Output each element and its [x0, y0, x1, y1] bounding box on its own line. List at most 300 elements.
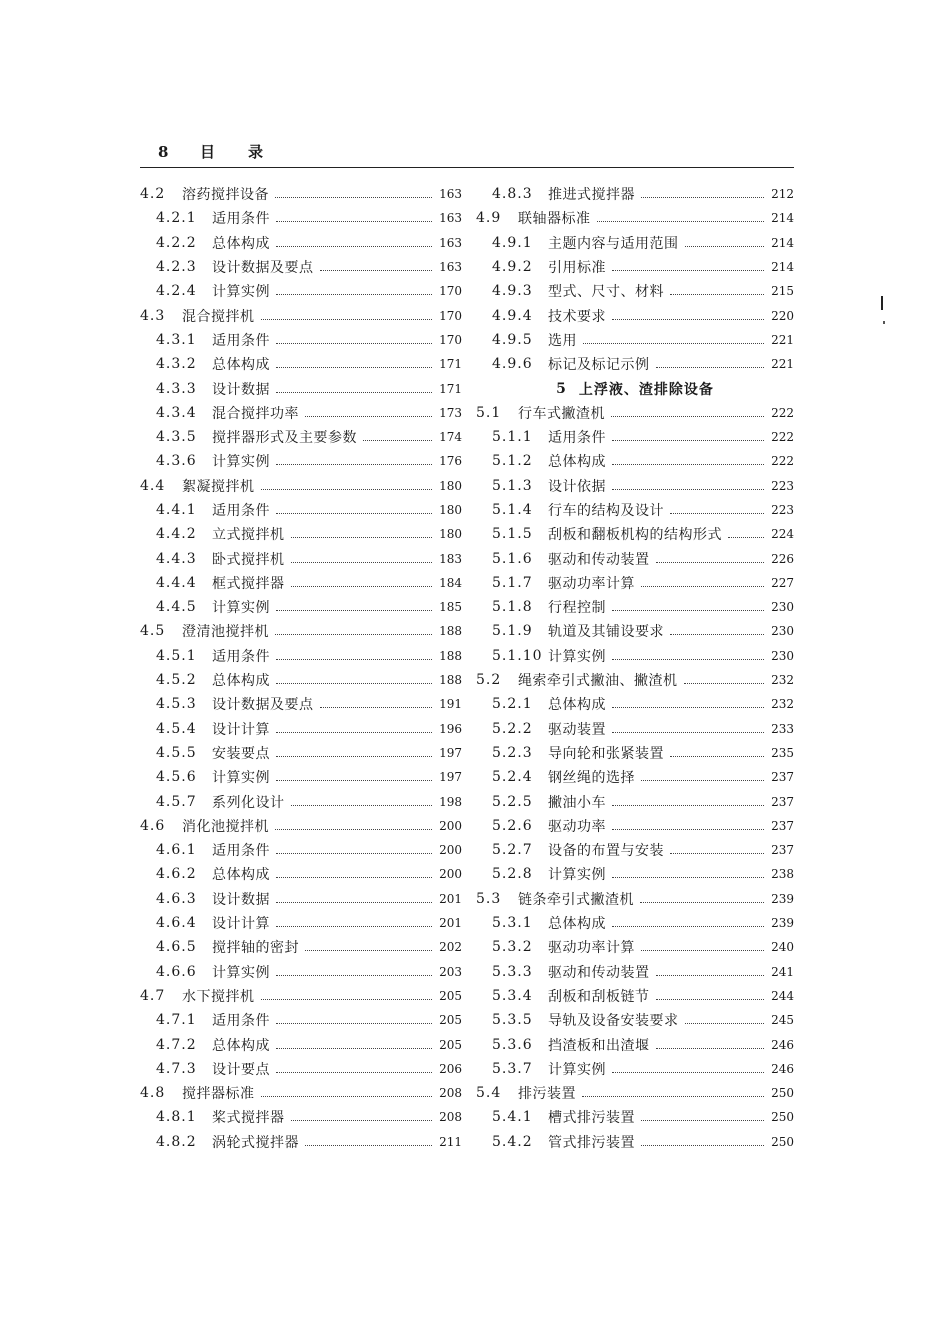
toc-dot-leader — [641, 1144, 764, 1146]
toc-entry-number: 4.5.7 — [156, 793, 197, 810]
toc-entry-page: 237 — [771, 794, 794, 809]
toc-entry-page: 208 — [439, 1086, 462, 1101]
toc-dot-leader — [305, 949, 432, 951]
toc-entry-title: 总体构成 — [548, 454, 606, 471]
toc-entry-number: 5.2.6 — [492, 817, 533, 834]
toc-entry-number: 4.4.4 — [156, 574, 197, 591]
toc-entry-page: 183 — [439, 551, 462, 566]
toc-entry-page: 250 — [771, 1134, 794, 1149]
toc-entry-number: 4.5 — [140, 623, 166, 640]
toc-entry-page: 222 — [771, 454, 794, 469]
toc-entry-title: 框式搅拌器 — [212, 575, 285, 592]
toc-entry-title: 适用条件 — [212, 503, 270, 519]
toc-entry-page: 163 — [439, 211, 462, 226]
toc-subsection-entry[interactable] — [140, 498, 462, 522]
toc-entry-number: 4.7 — [140, 987, 166, 1004]
header-title-char-1: 目 — [200, 143, 216, 161]
toc-entry-title: 技术要求 — [548, 308, 606, 325]
scan-mark — [881, 296, 883, 310]
toc-entry-title: 适用条件 — [212, 332, 270, 349]
toc-subsection-entry[interactable] — [476, 571, 794, 595]
toc-entry-page: 230 — [771, 624, 794, 639]
page-header — [158, 141, 263, 162]
toc-dot-leader — [291, 536, 433, 538]
toc-entry-number: 4.9.1 — [492, 234, 533, 251]
toc-entry-number: 4.4.1 — [156, 502, 197, 518]
toc-dot-leader — [275, 196, 432, 198]
toc-dot-leader — [641, 585, 764, 587]
toc-section-entry[interactable] — [140, 474, 462, 498]
toc-dot-leader — [612, 1071, 764, 1073]
toc-entry-title: 设计数据 — [212, 381, 270, 398]
toc-dot-leader — [728, 536, 764, 538]
toc-entry-number: 4.9.4 — [492, 307, 533, 324]
toc-entry-number: 4.6.2 — [156, 866, 197, 883]
toc-entry-page: 171 — [439, 381, 462, 396]
toc-entry-page: 208 — [439, 1110, 462, 1125]
toc-entry-number: 5.2.7 — [492, 842, 533, 859]
toc-entry-number: 5.3.1 — [492, 915, 533, 932]
toc-entry-title: 设备的布置与安装 — [548, 843, 664, 860]
toc-subsection-entry[interactable] — [476, 814, 794, 838]
toc-section-entry[interactable] — [140, 984, 462, 1008]
toc-dot-leader — [612, 804, 764, 806]
toc-entry-title: 设计计算 — [212, 916, 270, 933]
toc-entry-page: 232 — [771, 697, 794, 712]
toc-entry-page: 205 — [439, 988, 462, 1003]
toc-subsection-entry[interactable] — [476, 960, 794, 984]
toc-entry-number: 4.9 — [476, 210, 502, 227]
toc-dot-leader — [276, 220, 432, 222]
toc-subsection-entry[interactable] — [140, 1057, 462, 1081]
toc-subsection-entry[interactable] — [140, 887, 462, 911]
toc-dot-leader — [276, 876, 432, 878]
toc-subsection-entry[interactable] — [140, 741, 462, 765]
toc-subsection-entry[interactable] — [476, 717, 794, 741]
toc-entry-title: 槽式排污装置 — [548, 1110, 635, 1127]
toc-subsection-entry[interactable] — [476, 1105, 794, 1129]
toc-subsection-entry[interactable] — [476, 182, 794, 206]
toc-entry-page: 237 — [771, 843, 794, 858]
toc-entry-page: 200 — [439, 843, 462, 858]
toc-chapter-heading[interactable] — [476, 376, 794, 400]
toc-subsection-entry[interactable] — [476, 935, 794, 959]
toc-entry-title: 型式、尺寸、材料 — [548, 284, 664, 301]
toc-dot-leader — [276, 682, 432, 684]
toc-dot-leader — [656, 974, 765, 976]
toc-entry-title: 选用 — [548, 332, 577, 349]
toc-entry-page: 163 — [439, 260, 462, 275]
toc-dot-leader — [640, 901, 764, 903]
toc-entry-page: 188 — [439, 648, 462, 663]
toc-subsection-entry[interactable] — [140, 206, 462, 230]
toc-subsection-entry[interactable] — [140, 449, 462, 473]
toc-subsection-entry[interactable] — [140, 571, 462, 595]
toc-subsection-entry[interactable] — [476, 255, 794, 279]
toc-entry-page: 215 — [771, 284, 794, 299]
toc-entry-title: 总体构成 — [212, 673, 270, 690]
toc-entry-page: 203 — [439, 964, 462, 979]
toc-entry-number: 4.2.4 — [156, 283, 197, 300]
header-title-char-2: 录 — [248, 143, 264, 161]
toc-subsection-entry[interactable] — [476, 328, 794, 352]
toc-dot-leader — [611, 415, 764, 417]
toc-entry-title: 轨道及其铺设要求 — [548, 624, 664, 641]
toc-subsection-entry[interactable] — [476, 741, 794, 765]
toc-section-entry[interactable] — [476, 206, 794, 230]
toc-dot-leader — [612, 318, 764, 320]
toc-entry-title: 安装要点 — [212, 745, 270, 762]
toc-entry-number: 5.2 — [476, 672, 502, 689]
toc-entry-page: 237 — [771, 770, 794, 785]
toc-entry-number: 5.1.8 — [492, 599, 533, 616]
toc-subsection-entry[interactable] — [140, 717, 462, 741]
toc-entry-title: 引用标准 — [548, 260, 606, 277]
toc-entry-page: 211 — [439, 1134, 462, 1149]
toc-dot-leader — [291, 561, 433, 563]
toc-subsection-entry[interactable] — [140, 231, 462, 255]
toc-entry-page: 196 — [439, 721, 462, 736]
toc-entry-title: 立式搅拌机 — [212, 527, 285, 544]
toc-entry-page: 223 — [771, 478, 794, 493]
toc-entry-page: 184 — [439, 575, 462, 590]
toc-subsection-entry[interactable] — [476, 303, 794, 327]
toc-dot-leader — [261, 318, 433, 320]
toc-entry-title: 撇油小车 — [548, 794, 606, 811]
toc-subsection-entry[interactable] — [476, 231, 794, 255]
toc-section-entry[interactable] — [476, 668, 794, 692]
toc-entry-page: 163 — [439, 187, 462, 202]
toc-subsection-entry[interactable] — [476, 352, 794, 376]
toc-entry-page: 180 — [439, 503, 462, 517]
header-rule — [140, 167, 794, 168]
toc-subsection-entry[interactable] — [140, 789, 462, 813]
toc-section-entry[interactable] — [140, 619, 462, 643]
toc-subsection-entry[interactable] — [476, 1008, 794, 1032]
toc-entry-title: 总体构成 — [212, 867, 270, 884]
toc-dot-leader — [670, 633, 764, 635]
toc-subsection-entry[interactable] — [140, 401, 462, 425]
toc-entry-title: 刮板和翻板机构的结构形式 — [548, 527, 722, 544]
toc-subsection-entry[interactable] — [140, 376, 462, 400]
toc-entry-page: 212 — [771, 187, 794, 202]
toc-entry-page: 250 — [771, 1110, 794, 1125]
toc-entry-number: 5.3.5 — [492, 1012, 533, 1029]
toc-entry-number: 4.8.2 — [156, 1133, 197, 1150]
toc-subsection-entry[interactable] — [476, 984, 794, 1008]
toc-entry-title: 计算实例 — [212, 454, 270, 471]
toc-entry-number: 4.7.1 — [156, 1012, 197, 1029]
toc-dot-leader — [276, 925, 432, 927]
toc-entry-page: 222 — [771, 430, 794, 445]
toc-subsection-entry[interactable] — [476, 522, 794, 546]
toc-entry-page: 206 — [439, 1061, 462, 1076]
toc-dot-leader — [582, 1095, 764, 1097]
toc-entry-page: 227 — [771, 575, 794, 590]
toc-entry-title: 总体构成 — [212, 1037, 270, 1054]
toc-entry-page: 205 — [439, 1037, 462, 1052]
toc-subsection-entry[interactable] — [140, 838, 462, 862]
toc-dot-leader — [670, 852, 764, 854]
toc-entry-page: 235 — [771, 745, 794, 760]
toc-dot-leader — [670, 755, 764, 757]
toc-dot-leader — [641, 1119, 764, 1121]
toc-subsection-entry[interactable] — [476, 279, 794, 303]
toc-dot-leader — [612, 876, 764, 878]
toc-entry-title: 排污装置 — [518, 1086, 576, 1103]
toc-entry-number: 4.3.4 — [156, 404, 197, 421]
toc-entry-title: 适用条件 — [212, 211, 270, 228]
toc-dot-leader — [612, 828, 764, 830]
toc-entry-number: 4.2.1 — [156, 210, 197, 227]
page-number: 8 — [158, 143, 169, 161]
toc-entry-title: 卧式搅拌机 — [212, 551, 285, 568]
toc-dot-leader — [612, 488, 764, 490]
toc-entry-page: 188 — [439, 624, 462, 639]
toc-entry-page: 201 — [439, 891, 462, 906]
toc-entry-title: 驱动装置 — [548, 721, 606, 738]
toc-subsection-entry[interactable] — [476, 838, 794, 862]
toc-subsection-entry[interactable] — [140, 352, 462, 376]
toc-entry-title: 钢丝绳的选择 — [548, 770, 635, 787]
toc-entry-title: 澄清池搅拌机 — [182, 624, 269, 641]
toc-subsection-entry[interactable] — [476, 1130, 794, 1154]
toc-dot-leader — [656, 998, 765, 1000]
toc-dot-leader — [612, 925, 764, 927]
toc-entry-page: 233 — [771, 721, 794, 736]
toc-entry-page: 191 — [439, 697, 462, 712]
toc-entry-title: 行车的结构及设计 — [548, 503, 664, 519]
toc-dot-leader — [583, 342, 764, 344]
toc-subsection-entry[interactable] — [140, 668, 462, 692]
toc-subsection-entry[interactable] — [140, 911, 462, 935]
toc-entry-title: 刮板和刮板链节 — [548, 988, 650, 1005]
toc-entry-number: 5.4.2 — [492, 1133, 533, 1150]
toc-entry-title: 混合搅拌功率 — [212, 405, 299, 422]
toc-dot-leader — [276, 293, 432, 295]
toc-entry-number: 5.1.3 — [492, 477, 533, 494]
toc-subsection-entry[interactable] — [140, 692, 462, 716]
toc-subsection-entry[interactable] — [476, 1057, 794, 1081]
toc-subsection-entry[interactable] — [140, 644, 462, 668]
toc-right-column — [476, 182, 794, 1154]
toc-entry-page: 245 — [771, 1013, 794, 1028]
toc-dot-leader — [612, 463, 764, 465]
toc-entry-page: 202 — [439, 940, 462, 955]
toc-subsection-entry[interactable] — [476, 619, 794, 643]
toc-entry-page: 197 — [439, 745, 462, 760]
toc-entry-page: 180 — [439, 478, 462, 493]
toc-section-entry[interactable] — [476, 401, 794, 425]
toc-entry-page: 170 — [439, 284, 462, 299]
toc-entry-number: 4.8.1 — [156, 1109, 197, 1126]
toc-entry-title: 混合搅拌机 — [182, 308, 255, 325]
toc-entry-number: 4.6 — [140, 817, 166, 834]
toc-entry-number: 5.1.2 — [492, 453, 533, 470]
toc-dot-leader — [276, 342, 432, 344]
toc-dot-leader — [363, 439, 432, 441]
toc-dot-leader — [656, 1047, 765, 1049]
toc-entry-page: 246 — [771, 1037, 794, 1052]
toc-section-entry[interactable] — [476, 1081, 794, 1105]
toc-subsection-entry[interactable] — [140, 1130, 462, 1154]
toc-subsection-entry[interactable] — [140, 765, 462, 789]
toc-entry-title: 计算实例 — [548, 1061, 606, 1078]
toc-entry-page: 163 — [439, 235, 462, 250]
toc-subsection-entry[interactable] — [140, 255, 462, 279]
toc-entry-title: 设计依据 — [548, 478, 606, 495]
toc-dot-leader — [641, 196, 764, 198]
toc-subsection-entry[interactable] — [140, 960, 462, 984]
toc-entry-title: 绳索牵引式撇油、撇渣机 — [518, 673, 678, 690]
toc-subsection-entry[interactable] — [140, 595, 462, 619]
toc-entry-number: 5.3.4 — [492, 987, 533, 1004]
toc-subsection-entry[interactable] — [476, 546, 794, 570]
toc-subsection-entry[interactable] — [476, 474, 794, 498]
toc-entry-number: 5.3 — [476, 890, 502, 907]
toc-entry-number: 4.9.5 — [492, 331, 533, 348]
toc-entry-number: 4.4.3 — [156, 550, 197, 567]
toc-dot-leader — [612, 269, 764, 271]
toc-entry-number: 4.3.5 — [156, 429, 197, 446]
toc-entry-number: 5.2.4 — [492, 769, 533, 786]
toc-entry-number: 4.6.4 — [156, 915, 197, 932]
toc-dot-leader — [276, 779, 432, 781]
toc-entry-number: 5.2.2 — [492, 720, 533, 737]
toc-entry-number: 4.3.6 — [156, 453, 197, 470]
toc-entry-title: 适用条件 — [548, 430, 606, 447]
toc-entry-page: 239 — [771, 916, 794, 931]
toc-subsection-entry[interactable] — [140, 279, 462, 303]
toc-entry-title: 设计数据 — [212, 891, 270, 908]
toc-entry-title: 挡渣板和出渣堰 — [548, 1037, 650, 1054]
toc-dot-leader — [684, 682, 765, 684]
toc-entry-number: 4.3.3 — [156, 380, 197, 397]
toc-section-entry[interactable] — [140, 814, 462, 838]
toc-entry-page: 237 — [771, 818, 794, 833]
toc-section-entry[interactable] — [140, 303, 462, 327]
toc-subsection-entry[interactable] — [476, 692, 794, 716]
toc-dot-leader — [291, 1119, 433, 1121]
toc-entry-number: 4.5.3 — [156, 696, 197, 713]
toc-section-entry[interactable] — [140, 1081, 462, 1105]
toc-subsection-entry[interactable] — [140, 862, 462, 886]
toc-entry-page: 176 — [439, 454, 462, 469]
toc-entry-number: 4.9.6 — [492, 356, 533, 373]
toc-subsection-entry[interactable] — [140, 546, 462, 570]
toc-subsection-entry[interactable] — [140, 522, 462, 546]
toc-entry-page: 240 — [771, 940, 794, 955]
toc-entry-title: 总体构成 — [212, 357, 270, 374]
toc-entry-title: 行车式撇渣机 — [518, 405, 605, 422]
toc-chapter-number: 5 — [556, 380, 567, 397]
toc-entry-title: 水下搅拌机 — [182, 988, 255, 1005]
toc-entry-page: 221 — [771, 357, 794, 372]
toc-entry-title: 管式排污装置 — [548, 1134, 635, 1151]
toc-subsection-entry[interactable] — [140, 1008, 462, 1032]
toc-entry-page: 205 — [439, 1013, 462, 1028]
toc-dot-leader — [276, 1071, 432, 1073]
toc-entry-page: 244 — [771, 988, 794, 1003]
toc-entry-number: 5.1.10 — [492, 647, 543, 664]
toc-entry-number: 5.2.5 — [492, 793, 533, 810]
toc-entry-number: 4.8.3 — [492, 186, 533, 203]
toc-entry-number: 4.4.2 — [156, 526, 197, 543]
toc-entry-title: 溶药搅拌设备 — [182, 187, 269, 204]
toc-subsection-entry[interactable] — [476, 644, 794, 668]
toc-dot-leader — [276, 974, 432, 976]
toc-subsection-entry[interactable] — [476, 449, 794, 473]
toc-entry-page: 201 — [439, 916, 462, 931]
toc-dot-leader — [291, 804, 433, 806]
toc-entry-page: 222 — [771, 405, 794, 420]
toc-section-entry[interactable] — [140, 182, 462, 206]
toc-subsection-entry[interactable] — [140, 425, 462, 449]
toc-dot-leader — [276, 1022, 432, 1024]
toc-dot-leader — [305, 415, 432, 417]
toc-section-entry[interactable] — [476, 887, 794, 911]
toc-entry-page: 214 — [771, 235, 794, 250]
toc-subsection-entry[interactable] — [476, 862, 794, 886]
toc-entry-page: 239 — [771, 891, 794, 906]
toc-entry-page: 214 — [771, 260, 794, 275]
toc-entry-page: 188 — [439, 673, 462, 688]
toc-entry-number: 5.3.6 — [492, 1036, 533, 1053]
toc-subsection-entry[interactable] — [476, 595, 794, 619]
toc-subsection-entry[interactable] — [476, 425, 794, 449]
toc-dot-leader — [275, 633, 432, 635]
toc-entry-title: 计算实例 — [548, 867, 606, 884]
toc-entry-title: 总体构成 — [548, 697, 606, 714]
toc-entry-title: 搅拌器形式及主要参数 — [212, 430, 357, 447]
toc-entry-number: 4.6.5 — [156, 939, 197, 956]
toc-entry-page: 171 — [439, 357, 462, 372]
toc-entry-title: 絮凝搅拌机 — [182, 478, 255, 495]
toc-subsection-entry[interactable] — [476, 1032, 794, 1056]
toc-entry-title: 链条牵引式撇渣机 — [518, 891, 634, 908]
toc-dot-leader — [276, 901, 432, 903]
toc-dot-leader — [685, 1022, 765, 1024]
toc-subsection-entry[interactable] — [476, 498, 794, 522]
toc-subsection-entry[interactable] — [476, 911, 794, 935]
toc-dot-leader — [685, 245, 765, 247]
toc-entry-number: 5.4 — [476, 1085, 502, 1102]
toc-dot-leader — [612, 731, 764, 733]
toc-entry-number: 4.4 — [140, 477, 166, 494]
toc-entry-title: 计算实例 — [212, 284, 270, 301]
toc-subsection-entry[interactable] — [140, 1032, 462, 1056]
toc-subsection-entry[interactable] — [140, 328, 462, 352]
toc-entry-number: 4.5.6 — [156, 769, 197, 786]
toc-entry-page: 238 — [771, 867, 794, 882]
toc-subsection-entry[interactable] — [140, 935, 462, 959]
toc-entry-title: 导向轮和张紧装置 — [548, 745, 664, 762]
toc-entry-page: 180 — [439, 527, 462, 542]
toc-dot-leader — [612, 439, 764, 441]
toc-dot-leader — [320, 706, 433, 708]
toc-entry-number: 5.3.2 — [492, 939, 533, 956]
toc-entry-number: 4.2.3 — [156, 259, 197, 276]
toc-subsection-entry[interactable] — [476, 765, 794, 789]
toc-entry-title: 驱动和传动装置 — [548, 551, 650, 568]
toc-entry-page: 246 — [771, 1061, 794, 1076]
toc-entry-page: 226 — [771, 551, 794, 566]
toc-entry-number: 5.1.9 — [492, 623, 533, 640]
toc-subsection-entry[interactable] — [140, 1105, 462, 1129]
toc-entry-title: 行程控制 — [548, 600, 606, 617]
toc-entry-title: 计算实例 — [212, 600, 270, 617]
toc-subsection-entry[interactable] — [476, 789, 794, 813]
